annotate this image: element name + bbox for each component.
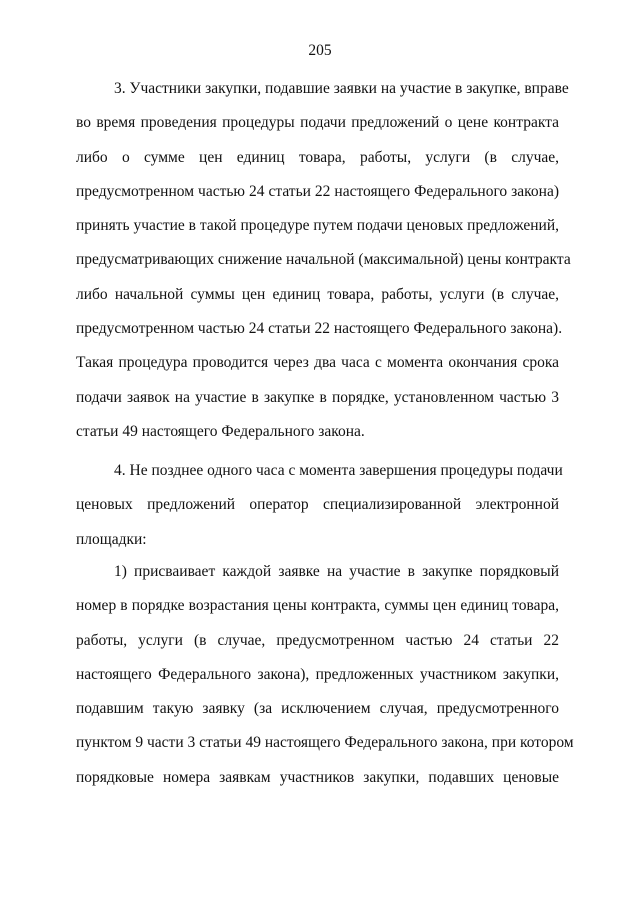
text-line: либо о сумме цен единиц товара, работы, услуги (в случае, (76, 148, 559, 166)
text-line: настоящего Федерального закона), предложенных участником закупки, (76, 665, 559, 683)
text-line: порядковые номера заявкам участников закупки, подавших ценовые (76, 768, 559, 786)
text-line: статьи 49 настоящего Федерального закона. (76, 422, 365, 440)
text-line: подавшим такую заявку (за исключением случая, предусмотренного (76, 700, 559, 718)
text-line: принять участие в такой процедуре путем подачи ценовых предложений, (76, 217, 559, 235)
text-line: 1) присваивает каждой заявке на участие в закупке порядковый (114, 563, 559, 580)
text-line: предусматривающих снижение начальной (максимальной) цены контракта (76, 251, 571, 269)
paragraph-4-operator-duties (76, 454, 563, 557)
text-line: либо начальной суммы цен единиц товара, работы, услуги (в случае, (76, 285, 559, 303)
text-line: 4. Не позднее одного часа с момента завершения процедуры подачи (114, 462, 563, 479)
text-line: во время проведения процедуры подачи предложений о цене контракта (76, 114, 559, 132)
subparagraph-1-numbering-of-bids (76, 555, 574, 795)
page-number: 205 (308, 42, 332, 59)
text-line: площадки: (76, 530, 147, 548)
text-line: Такая процедура проводится через два часа с момента окончания срока (76, 354, 559, 372)
text-line: предусмотренном частью 24 статьи 22 настоящего Федерального закона) (76, 182, 559, 200)
text-line: предусмотренном частью 24 статьи 22 настоящего Федерального закона). (76, 320, 563, 338)
text-line: 3. Участники закупки, подавшие заявки на участие в закупке, вправе (114, 80, 569, 97)
text-line: пунктом 9 части 3 статьи 49 настоящего Федерального закона, при котором (76, 734, 574, 752)
text-line: работы, услуги (в случае, предусмотренном частью 24 статьи 22 (76, 631, 559, 649)
text-line: подачи заявок на участие в закупке в порядке, установленном частью 3 (76, 388, 559, 406)
text-line: номер в порядке возрастания цены контракта, суммы цен единиц товара, (76, 597, 559, 615)
paragraph-3-participants-price-bidding (76, 72, 571, 449)
text-line: ценовых предложений оператор специализированной электронной (76, 496, 559, 514)
